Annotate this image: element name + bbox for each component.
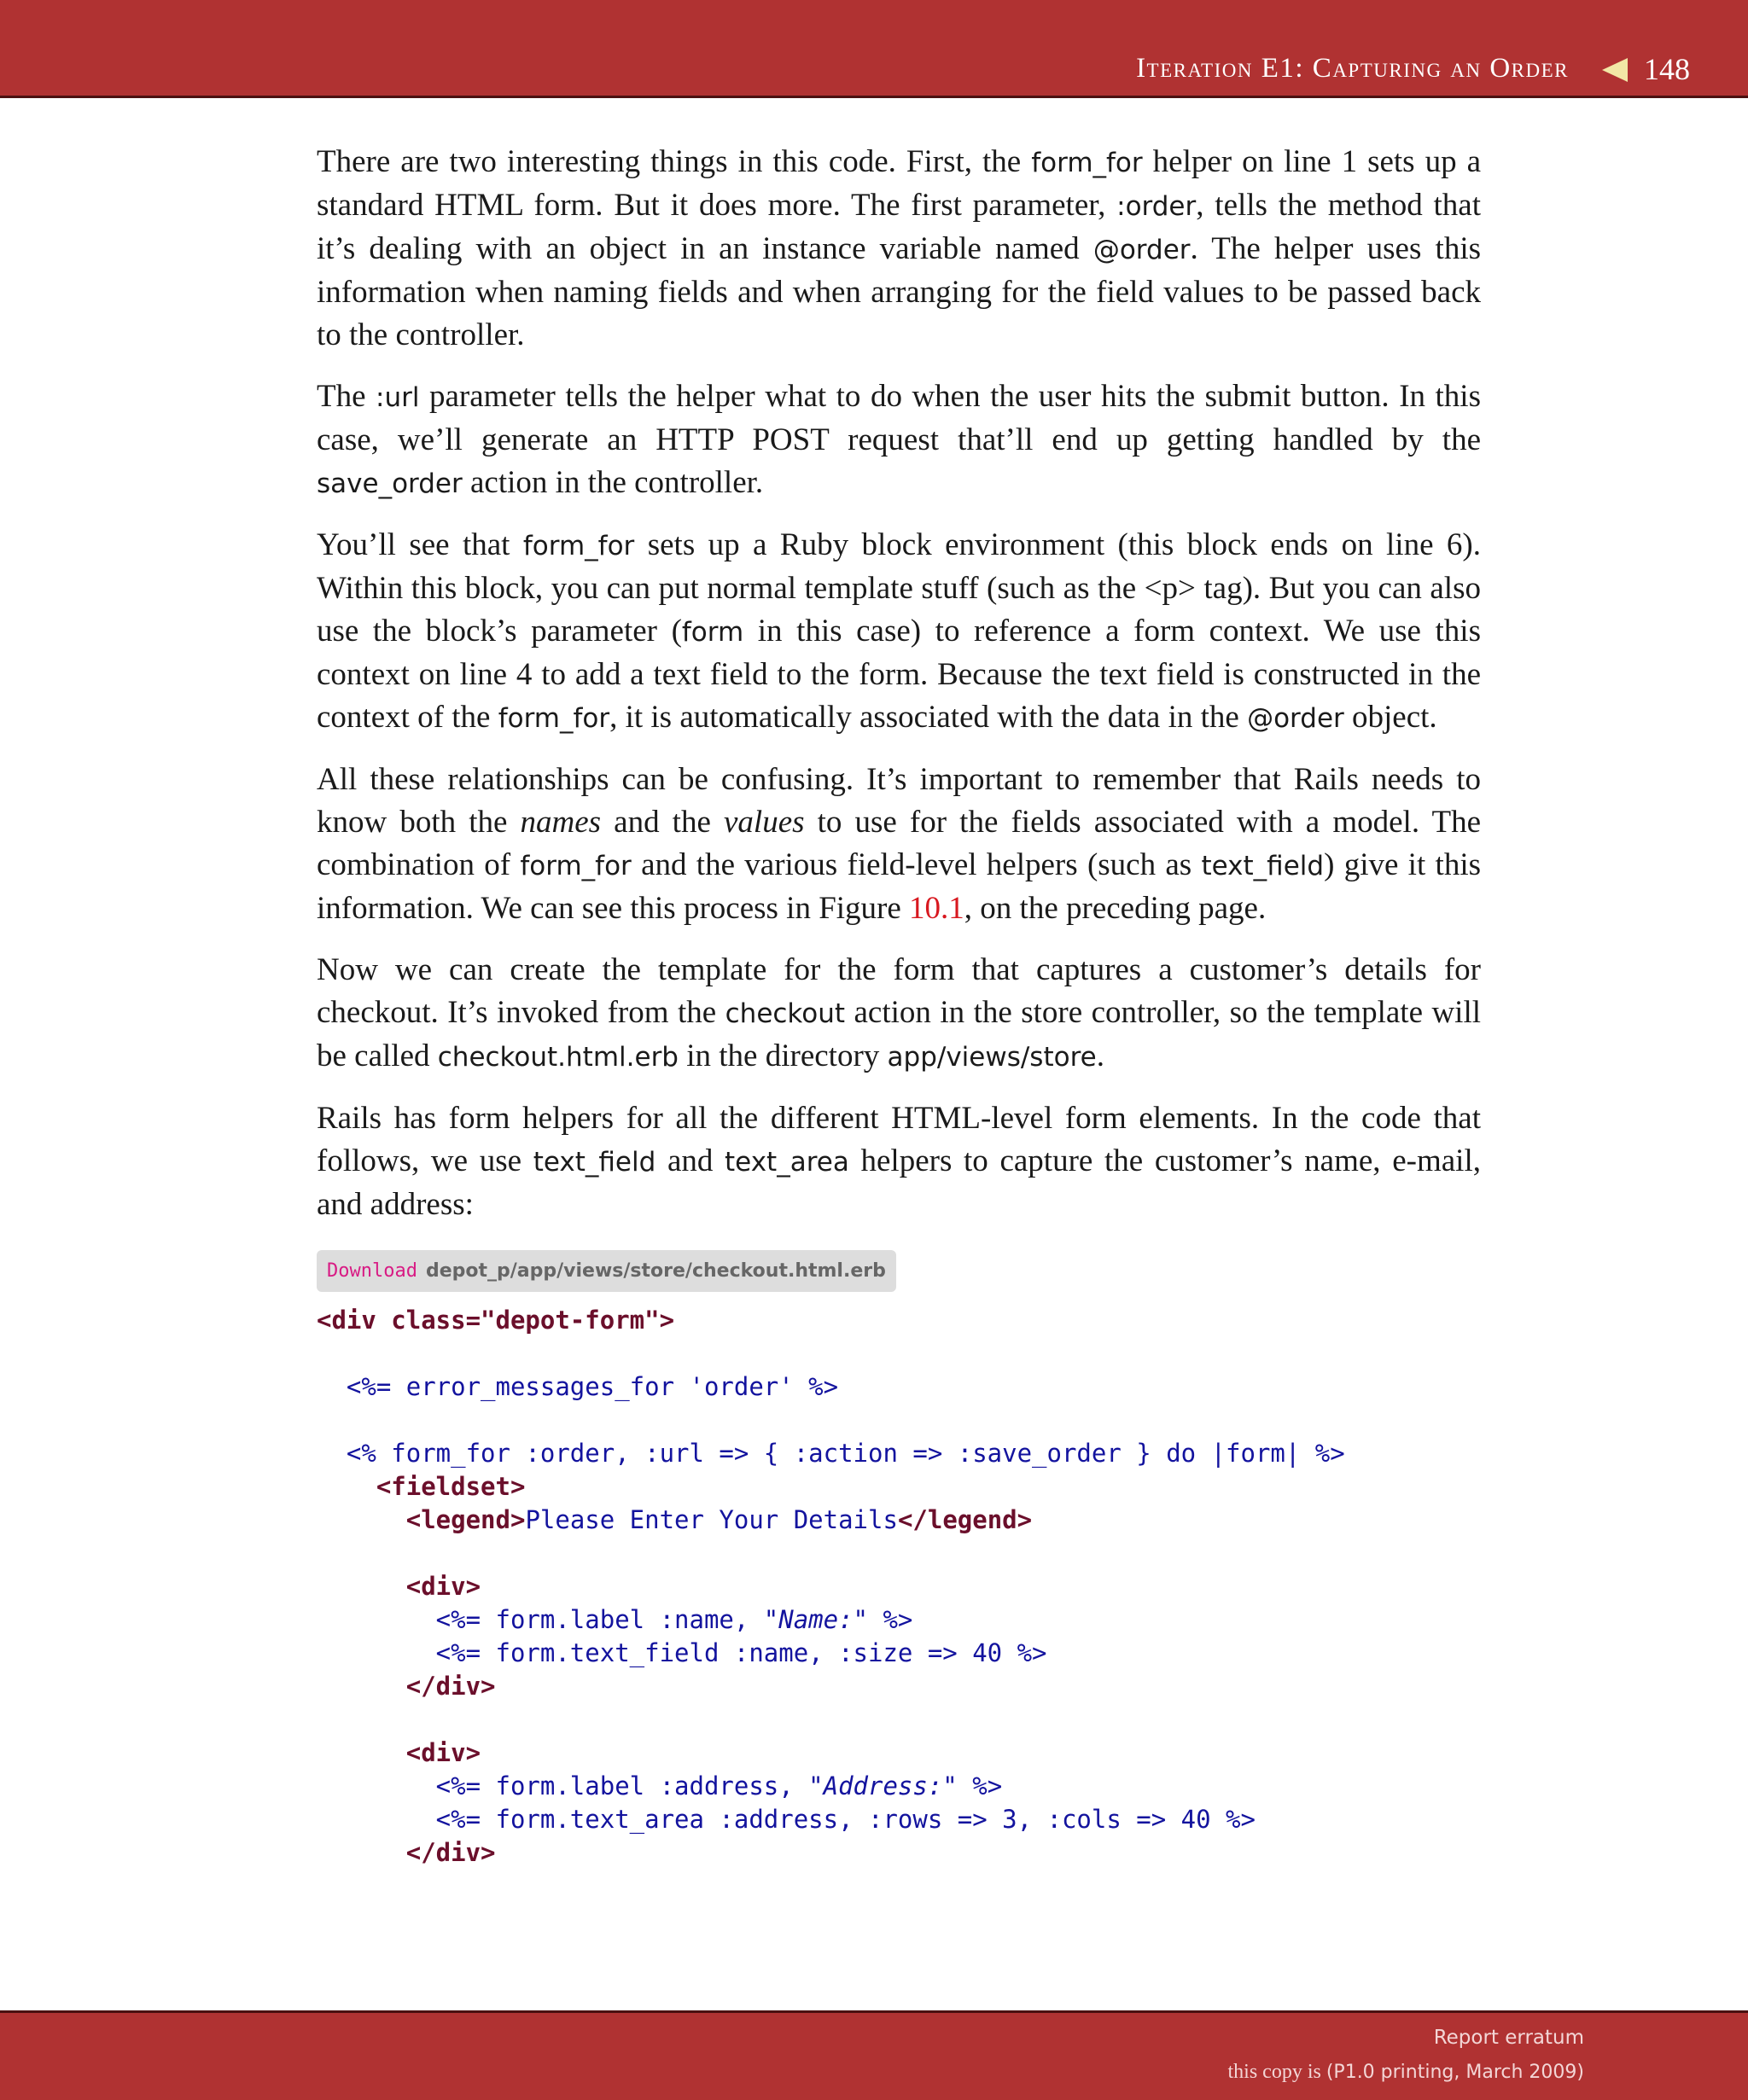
- inline-code: form_for: [498, 703, 610, 734]
- code-text: Please Enter Your Details: [525, 1505, 898, 1534]
- copy-printing: (P1.0 printing, March 2009): [1326, 2062, 1584, 2083]
- code-text: <%= form.label :name,: [317, 1605, 764, 1634]
- code-text: <%= form.label :address,: [317, 1771, 809, 1800]
- text: You’ll see that: [317, 527, 523, 562]
- chapter-title: Iteration E1: Capturing an Order: [1136, 53, 1569, 84]
- paragraph: [317, 949, 1481, 1079]
- download-path: depot_p/app/views/store/checkout.html.erb: [425, 1260, 886, 1282]
- inline-code: :url: [376, 382, 420, 413]
- text: sets up a Ruby block environment (this block ends on line 6). Within this block, you can put normal template stuff (such as the <p> tag). But you can also use the block’s parameter (: [317, 527, 1481, 649]
- paragraph: [317, 759, 1481, 930]
- text: , it is automatically associated with the data in the: [609, 700, 1248, 735]
- text: action in the store controller, so the template will be called: [317, 995, 1482, 1073]
- paragraph: [317, 1097, 1481, 1226]
- inline-code: text_field: [533, 1147, 656, 1178]
- code-text: </div>: [317, 1838, 496, 1867]
- code-text: %>: [957, 1771, 1003, 1800]
- inline-code: text_field: [1201, 851, 1325, 881]
- code-line: [317, 1836, 1481, 1870]
- code-line: [317, 1570, 1481, 1603]
- code-line-blank: [317, 1537, 1481, 1570]
- code-text: <legend>: [317, 1505, 526, 1534]
- inline-code: text_area: [725, 1147, 849, 1178]
- inline-code: form_for: [520, 851, 632, 881]
- text: to use for the fields associated with a model. The combination of: [317, 805, 1482, 882]
- inline-code: @order: [1247, 703, 1344, 734]
- emphasis: names: [520, 805, 602, 840]
- text: Rails has form helpers for all the different HTML-level form elements. In the code that follows, we use: [317, 1101, 1481, 1178]
- code-line: [317, 1736, 1481, 1770]
- paragraph: [317, 375, 1481, 505]
- code-line-blank: [317, 1703, 1481, 1736]
- code-text: <%= error_messages_for 'order' %>: [317, 1372, 839, 1401]
- text: in the directory: [679, 1038, 888, 1073]
- report-erratum-link[interactable]: Report erratum: [1433, 2027, 1584, 2049]
- inline-code: save_order: [317, 468, 463, 499]
- code-line: [317, 1370, 1481, 1404]
- text: , tells the method that it’s dealing with an object in an instance variable named: [317, 188, 1482, 266]
- download-bar: [317, 1250, 896, 1292]
- download-link[interactable]: Download: [327, 1260, 417, 1282]
- code-text: "Name:": [763, 1605, 869, 1634]
- code-text: <fieldset>: [317, 1472, 526, 1501]
- inline-code: form: [681, 617, 744, 648]
- code-line: [317, 1437, 1481, 1470]
- code-line: [317, 1803, 1481, 1836]
- code-line-blank: [317, 1404, 1481, 1437]
- code-text: <%= form.text_area :address, :rows => 3, :cols => 40 %>: [317, 1805, 1256, 1834]
- text: and the various field-level helpers (such as: [631, 847, 1202, 882]
- text: The: [317, 379, 376, 414]
- code-text: <div>: [317, 1738, 481, 1767]
- figure-link[interactable]: 10.1: [909, 891, 964, 926]
- text: All these relationships can be confusing. It’s important to remember that Rails needs to know both the: [317, 762, 1481, 840]
- paragraph: [317, 524, 1481, 740]
- inline-code: @order: [1092, 235, 1191, 265]
- code-line: [317, 1504, 1481, 1537]
- inline-code: :order: [1116, 191, 1197, 222]
- inline-code: checkout: [725, 998, 846, 1029]
- emphasis: values: [724, 805, 805, 840]
- code-text: </legend>: [897, 1505, 1033, 1534]
- page-footer: [0, 2010, 1748, 2100]
- code-text: <div class="depot-form">: [317, 1306, 675, 1335]
- page-number: 148: [1644, 52, 1690, 86]
- code-text: <% form_for :order, :url => { :action => :save_order } do |form| %>: [317, 1439, 1345, 1468]
- code-line: [317, 1670, 1481, 1703]
- code-text: <div>: [317, 1572, 481, 1601]
- inline-code: form_for: [1031, 148, 1143, 178]
- text: helper on line 1 sets up a standard HTML form. But it does more. The first parameter,: [317, 144, 1481, 223]
- text: object.: [1343, 700, 1437, 735]
- code-line: [317, 1770, 1481, 1803]
- text: in this case) to reference a form context. We use this context on line 4 to add a text field to the form. Because the text field is constructed in the context of the: [317, 614, 1481, 735]
- inline-code: app/views/store: [887, 1042, 1097, 1073]
- text: and the: [601, 805, 724, 840]
- code-listing: [317, 1304, 1481, 1870]
- text: .: [1096, 1038, 1104, 1073]
- text: , on the preceding page.: [964, 891, 1267, 926]
- text: and: [656, 1143, 725, 1178]
- inline-code: form_for: [522, 531, 635, 561]
- inline-code: checkout.html.erb: [437, 1042, 679, 1073]
- text: . The helper uses this information when naming fields and when arranging for the field values to be passed back to the controller.: [317, 231, 1481, 352]
- code-line: [317, 1603, 1481, 1637]
- code-line: [317, 1637, 1481, 1670]
- text: ) give it this information. We can see this process in Figure: [317, 847, 1481, 926]
- copy-info: [1228, 2061, 1585, 2084]
- copy-prefix: this copy is: [1227, 2061, 1326, 2083]
- text: There are two interesting things in this code. First, the: [317, 144, 1032, 179]
- previous-arrow-icon[interactable]: [1602, 58, 1628, 82]
- code-text: %>: [868, 1605, 913, 1634]
- text: action in the controller.: [462, 465, 764, 500]
- code-text: <%= form.text_field :name, :size => 40 %>: [317, 1638, 1047, 1667]
- code-text: </div>: [317, 1672, 496, 1701]
- code-line: [317, 1304, 1481, 1337]
- page-header: [0, 0, 1748, 98]
- text: helpers to capture the customer’s name, e-mail, and address:: [317, 1143, 1481, 1222]
- code-text: "Address:": [808, 1771, 958, 1800]
- page-body: [317, 141, 1481, 1870]
- paragraph: [317, 141, 1481, 357]
- code-line: [317, 1470, 1481, 1504]
- text: Now we can create the template for the form that captures a customer’s details for checkout. It’s invoked from the: [317, 952, 1481, 1030]
- text: parameter tells the helper what to do when the user hits the submit button. In this case, we’ll generate an HTTP POST request that’ll end up getting handled by the: [317, 379, 1481, 457]
- code-line-blank: [317, 1337, 1481, 1370]
